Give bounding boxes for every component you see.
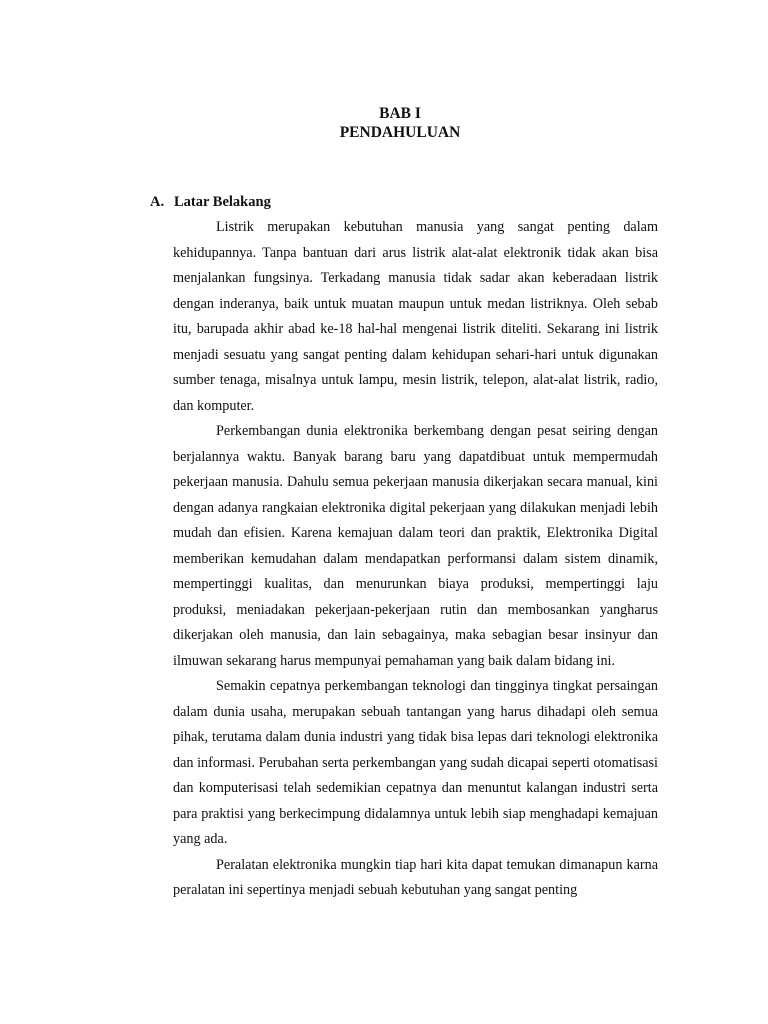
section-heading	[150, 193, 271, 211]
chapter-number: BAB I	[379, 105, 421, 122]
paragraph-1: Listrik merupakan kebutuhan manusia yang sangat penting dalam kehidupannya. Tanpa bantuan dari arus listrik alat-alat elektronik tidak akan bisa menjalankan fungsinya. Terkadang manusia tidak sadar akan keberadaan listrik dengan inderanya, baik untuk muatan maupun untuk medan listriknya. Oleh sebab itu, barupada akhir abad ke-18 hal-hal mengenai listrik diteliti. Sekarang ini listrik menjadi sesuatu yang sangat penting dalam kehidupan sehari-hari untuk digunakan sumber tenaga, misalnya untuk lampu, mesin listrik, telepon, alat-alat listrik, radio, dan komputer.	[173, 219, 658, 414]
chapter-title: PENDAHULUAN	[339, 124, 461, 141]
paragraph-2: Perkembangan dunia elektronika berkembang dengan pesat seiring dengan berjalannya waktu. Banyak barang baru yang dapatdibuat untuk mempermudah pekerjaan manusia. Dahulu semua pekerjaan manusia dikerjakan secara manual, kini dengan adanya rangkaian elektronika digital pekerjaan yang dilakukan menjadi lebih mudah dan efisien. Karena kemajuan dalam teori dan praktik, Elektronika Digital memberikan kemudahan dalam mendapatkan performansi dalam sistem dinamik, mempertinggi kualitas, dan menurunkan biaya produksi, mempertinggi laju produksi, meniadakan pekerjaan-pekerjaan rutin dan membosankan yangharus dikerjakan oleh manusia, dan lain sebagainya, maka sebagian besar insinyur dan ilmuwan sekarang harus mempunyai pemahaman yang baik dalam bidang ini.	[173, 423, 658, 669]
body-text	[173, 215, 658, 904]
paragraph-3: Semakin cepatnya perkembangan teknologi dan tingginya tingkat persaingan dalam dunia usaha, merupakan sebuah tantangan yang harus dihadapi oleh semua pihak, terutama dalam dunia industri yang tidak bisa lepas dari teknologi elektronika dan informasi. Perubahan serta perkembangan yang sudah dicapai seperti otomatisasi dan komputerisasi telah sedemikian cepatnya dan menuntut kalangan industri serta para praktisi yang berkecimpung didalamnya untuk lebih siap menghadapi kemajuan yang ada.	[173, 678, 658, 847]
paragraph-4: Peralatan elektronika mungkin tiap hari kita dapat temukan dimanapun karna peralatan ini sepertinya menjadi sebuah kebutuhan yang sangat penting	[173, 856, 658, 898]
section-title: Latar Belakang	[174, 194, 271, 210]
section-letter: A.	[150, 194, 165, 210]
